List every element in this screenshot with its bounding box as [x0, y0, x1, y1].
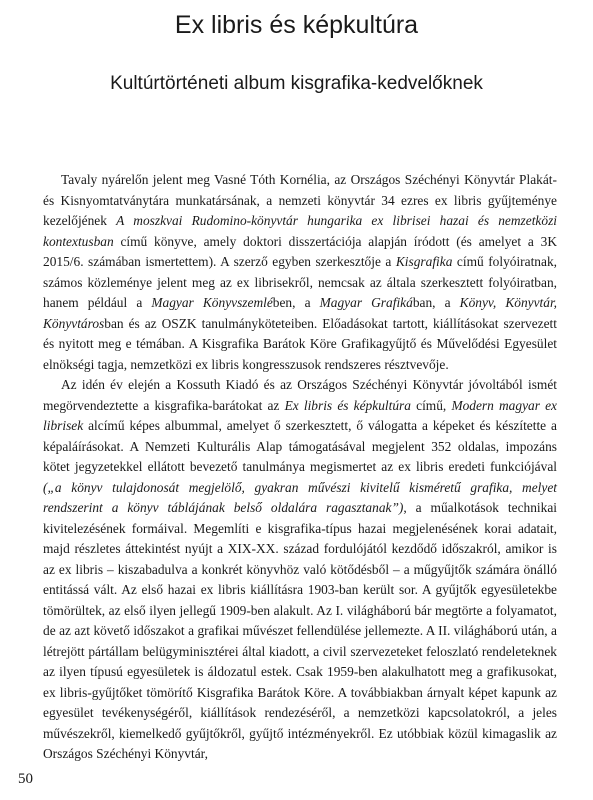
text-run: című, — [410, 397, 452, 413]
text-run: ben, a — [272, 295, 320, 310]
article-body — [43, 170, 557, 765]
text-run: Az idén év elején a Kossuth Kiadó és az Országos Széchényi Könyvtár jóvoltából ismét megörvendeztette a kisgrafika-barátokat az — [43, 377, 557, 413]
page-number: 50 — [18, 771, 33, 787]
text-run: ban, a — [412, 295, 460, 310]
italic-run: A moszkvai Rudomino-könyvtár hungarika ex librisei hazai és nemzetközi kontextusban — [43, 213, 557, 249]
text-run: Tavaly nyárelőn jelent meg Vasné Tóth Kornélia, az Országos Széchényi Könyvtár Plakát- és Kisnyomtatványtára munkatársának, a nemzeti könyvtár 34 ezres ex libris gyűjteménye kezelőjének — [43, 172, 557, 228]
text-run: című könyve, amely doktori disszertációja alapján íródott (és amelyet a 3K 2015/6. számában ismertettem). A szerző egyben szerkesztője a — [43, 233, 557, 269]
italic-run: Magyar Grafiká — [319, 295, 413, 310]
text-run: című folyóiratnak, számos közleménye jelent meg az ex librisekről, nemcsak az általa szerkesztett folyóiratban, hanem például a — [43, 254, 557, 310]
italic-run: Magyar Könyvszemlé — [151, 295, 273, 310]
italic-run: Kisgrafika — [395, 254, 453, 269]
italic-run: Modern magyar ex librisek — [43, 397, 557, 433]
text-run: ban és az OSZK tanulmányköteteiben. Előadásokat tartott, kiállításokat szervezett és nyitott meg e témában. A Kisgrafika Barátok Köre Grafikagyűjtő és Művelődési Egyesület elnökségi tagja, nemzetközi ex libris kongresszusok rendszeres résztvevője. — [43, 315, 557, 372]
text-run: alcímű képes albummal, amelyet ő szerkesztett, ő válogatta a képeket és készítette a képaláírásokat. A Nemzeti Kulturális Alap támogatásával megjelent 352 oldalas, impozáns kötet jegyzetekkel ellátott bevezető tanulmánya megismertet az ex libris eredeti funkciójával — [43, 418, 557, 474]
text-run: , a műalkotások technikai kivitelezésének formáival. Megemlíti e kisgrafika-típus hazai megjelenésének korai adatait, majd részletes áttekintést nyújt a XIX-XX. század fordulójától kezdődő időszakról, amikor is az ex libris – kiszabadulva a konkrét könyvhöz való kötődésből – a műgyűjtők számára önálló entitássá vált. Az első hazai ex libris kiállításra 1903-ban került sor. A gyűjtők egyesületekbe tömörültek, az első ilyen jellegű 1909-ben alakult. Az I. világháború bár megtörte a folyamatot, de az azt követő időszakot a grafikai művészet fellendülése jellemezte. A II. világháború után, a létrejött pártállam belügyminisztérei által kiadott, a civil szervezeteket feloszlató rendeleteknek az ilyen típusú egyesületek is áldozatul estek. Csak 1959-ben alakulhatott meg a grafikusokat, ex libris-gyűjtőket tömörítő Kisgrafika Barátok Köre. A továbbiakban árnyalt képet kapunk az egyesület tevékenységéről, kiállítások rendezéséről, a nemzetközi kapcsolatokról, a jeles művészekről, kiemelkedő gyűjtőkről, gyűjtő intézményekről. Ez utóbbiak közül kimagaslik az Országos Széchényi Könyvtár, — [43, 500, 557, 761]
italic-run: Ex libris és képkultúra — [284, 397, 411, 413]
italic-run: Könyv, Könyvtár, Könyvtáros — [43, 295, 558, 331]
body-paragraph — [43, 170, 557, 375]
body-paragraph — [43, 375, 557, 765]
italic-run: („a könyv tulajdonosát megjelölő, gyakran művészi kivitelű kisméretű grafika, melyet rendszerint a könyv táblájának belső oldalára ragasztanak”) — [43, 479, 557, 515]
article-title: Ex libris és képkultúra — [174, 11, 419, 39]
article-subtitle: Kultúrtörténeti album kisgrafika-kedvelőknek — [110, 73, 483, 94]
